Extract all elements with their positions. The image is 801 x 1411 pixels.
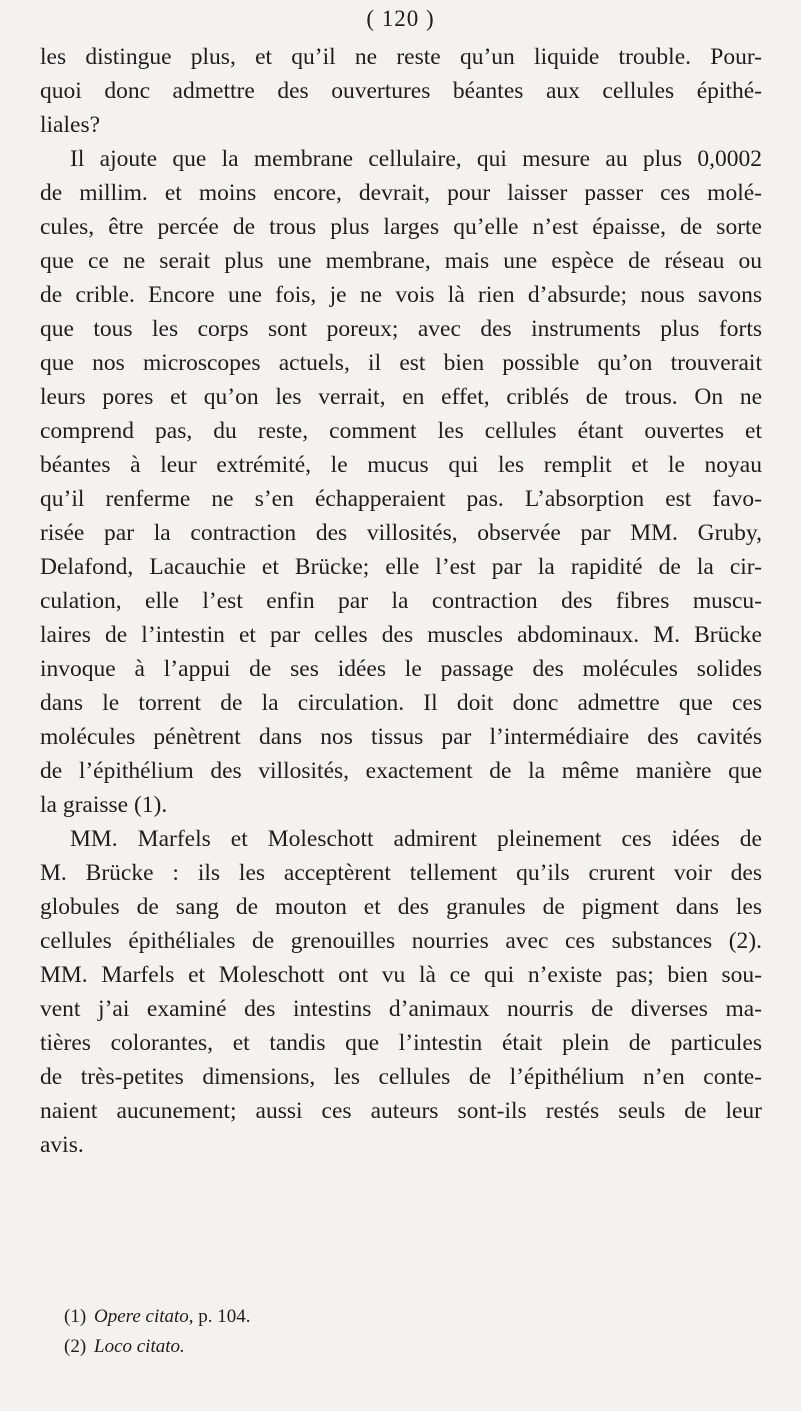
text-line: globules de sang de mouton et des granules de pigment dans les: [40, 894, 762, 920]
text-line: M. Brücke : ils les acceptèrent tellement qu’ils crurent voir des: [40, 860, 762, 886]
body-text: [40, 40, 762, 1162]
footnote-reference: Opere citato: [94, 1306, 189, 1327]
text-line: qu’il renferme ne s’en échapperaient pas. L’absorption est favo-: [40, 486, 762, 512]
text-line: les distingue plus, et qu’il ne reste qu’un liquide trouble. Pour-: [40, 44, 762, 70]
text-line: liales?: [40, 112, 101, 138]
text-line: naient aucunement; aussi ces auteurs sont-ils restés seuls de leur: [40, 1098, 762, 1124]
text-line: Delafond, Lacauchie et Brücke; elle l’est par la rapidité de la cir-: [40, 554, 762, 580]
footnote-suffix: , p. 104.: [188, 1306, 251, 1327]
text-line: de très-petites dimensions, les cellules de l’épithélium n’en conte-: [40, 1064, 762, 1090]
footnote-marker: (1): [64, 1306, 87, 1327]
text-line: que ce ne serait plus une membrane, mais une espèce de réseau ou: [40, 248, 762, 274]
text-line: vent j’ai examiné des intestins d’animaux nourris de diverses ma-: [40, 996, 762, 1022]
text-line: que tous les corps sont poreux; avec des instruments plus forts: [40, 316, 762, 342]
text-line: molécules pénètrent dans nos tissus par l’intermédiaire des cavités: [40, 724, 762, 750]
footnote: [64, 1332, 664, 1362]
text-line: MM. Marfels et Moleschott ont vu là ce qui n’existe pas; bien sou-: [40, 962, 762, 988]
footnote-reference: Loco citato.: [94, 1336, 185, 1357]
text-line: cellules épithéliales de grenouilles nourries avec ces substances (2).: [40, 928, 762, 954]
text-line: Il ajoute que la membrane cellulaire, qui mesure au plus 0,0002: [70, 146, 762, 172]
page-number: ( 120 ): [366, 6, 435, 31]
text-line: invoque à l’appui de ses idées le passage des molécules solides: [40, 656, 762, 682]
text-line: la graisse (1).: [40, 792, 168, 818]
footnote: [64, 1302, 664, 1332]
text-line: tières colorantes, et tandis que l’intestin était plein de particules: [40, 1030, 762, 1056]
text-line: béantes à leur extrémité, le mucus qui les remplit et le noyau: [40, 452, 762, 478]
text-line: que nos microscopes actuels, il est bien possible qu’on trouverait: [40, 350, 762, 376]
footnotes: [64, 1302, 664, 1362]
text-line: risée par la contraction des villosités, observée par MM. Gruby,: [40, 520, 762, 546]
text-line: comprend pas, du reste, comment les cellules étant ouvertes et: [40, 418, 762, 444]
text-line: de millim. et moins encore, devrait, pour laisser passer ces molé-: [40, 180, 762, 206]
text-line: laires de l’intestin et par celles des muscles abdominaux. M. Brücke: [40, 622, 762, 648]
text-line: de crible. Encore une fois, je ne vois là rien d’absurde; nous savons: [40, 282, 762, 308]
text-line: cules, être percée de trous plus larges qu’elle n’est épaisse, de sorte: [40, 214, 762, 240]
footnote-marker: (2): [64, 1336, 87, 1357]
text-line: avis.: [40, 1132, 84, 1158]
text-line: culation, elle l’est enfin par la contraction des fibres muscu-: [40, 588, 762, 614]
text-line: dans le torrent de la circulation. Il doit donc admettre que ces: [40, 690, 762, 716]
text-line: leurs pores et qu’on les verrait, en effet, criblés de trous. On ne: [40, 384, 762, 410]
text-line: MM. Marfels et Moleschott admirent pleinement ces idées de: [70, 826, 762, 852]
text-line: quoi donc admettre des ouvertures béantes aux cellules épithé-: [40, 78, 762, 104]
text-line: de l’épithélium des villosités, exactement de la même manière que: [40, 758, 762, 784]
